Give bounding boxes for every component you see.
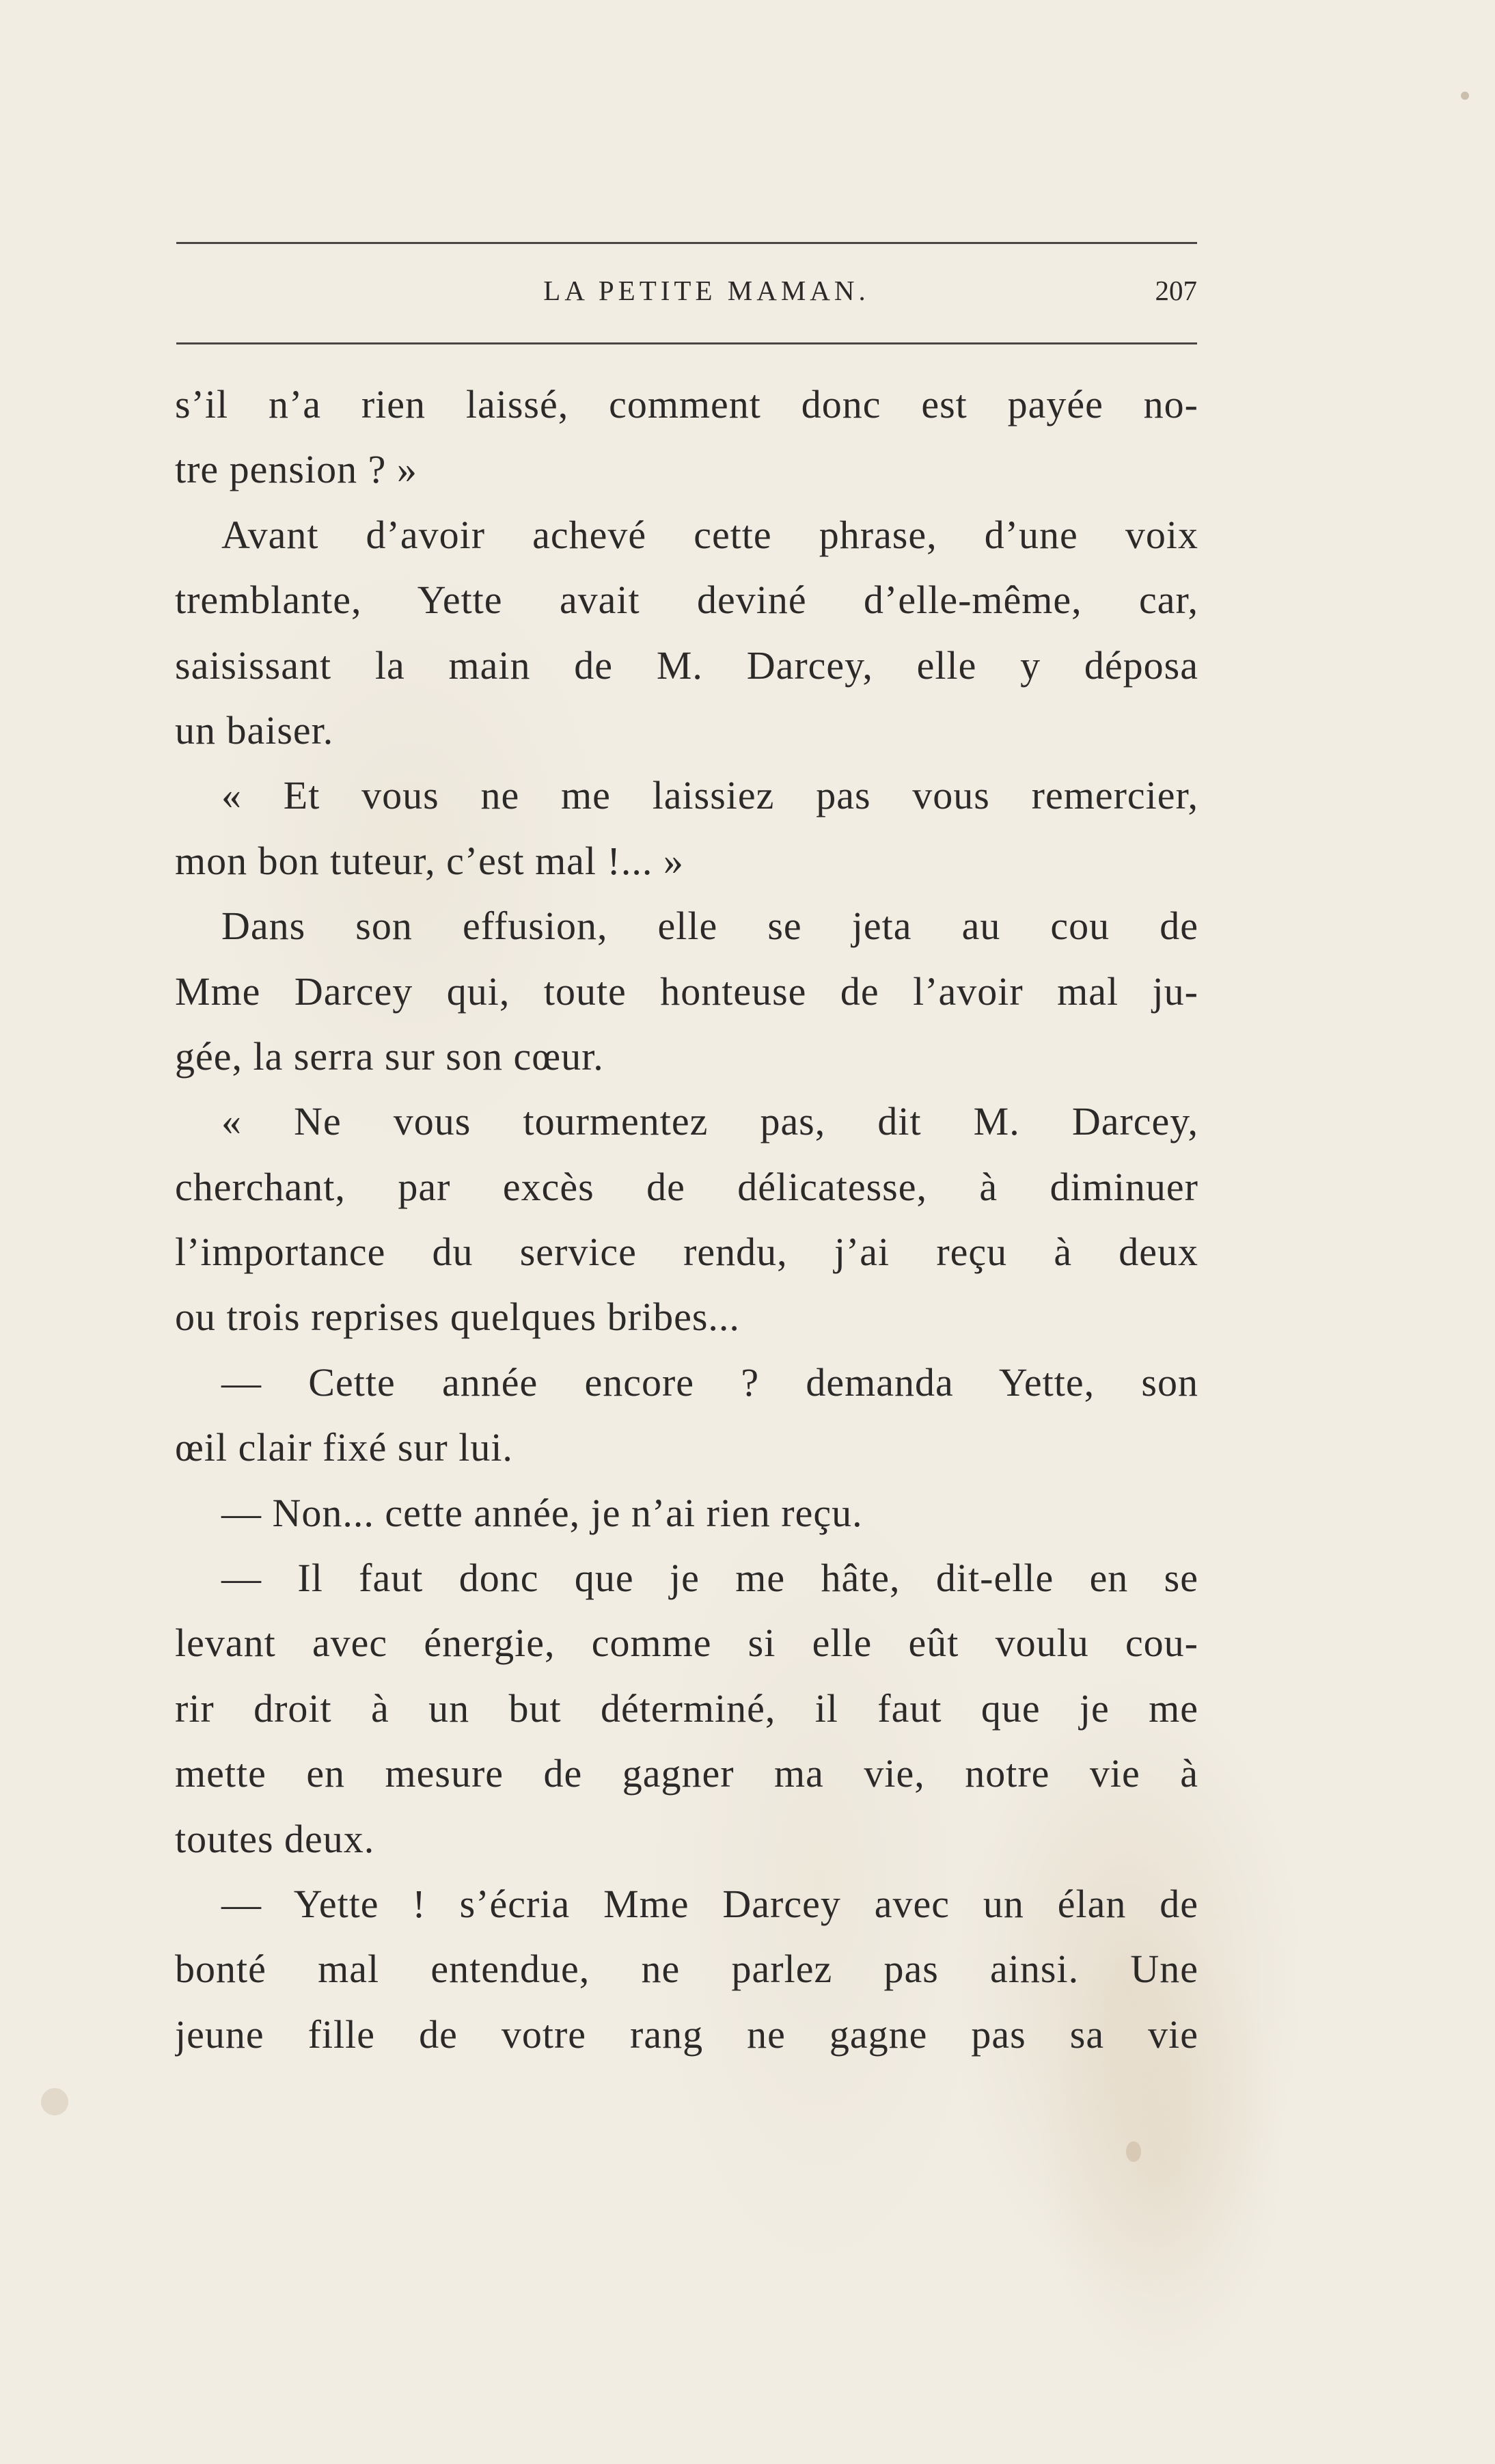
text-line: tre pension ? » — [175, 447, 417, 492]
text-line: œil clair fixé sur lui. — [175, 1425, 513, 1470]
text-line: gée, la serra sur son cœur. — [175, 1033, 604, 1079]
text-line: levant avec énergie, comme si elle eût voulu cou- — [175, 1621, 1198, 1666]
text-line: rir droit à un but déterminé, il faut que je me — [175, 1685, 1198, 1731]
paper-speck — [1461, 92, 1469, 100]
text-line: saisissant la main de M. Darcey, elle y déposa — [175, 642, 1198, 688]
text-line: Dans son effusion, elle se jeta au cou de — [221, 904, 1198, 949]
text-line: l’importance du service rendu, j’ai reçu à deux — [175, 1230, 1198, 1275]
text-line: s’il n’a rien laissé, comment donc est payée no- — [175, 382, 1198, 427]
page-number: 207 — [1155, 275, 1197, 306]
running-header — [176, 270, 1197, 325]
text-line: toutes deux. — [175, 1816, 375, 1861]
text-line: tremblante, Yette avait deviné d’elle-même, car, — [175, 578, 1198, 623]
text-line: mon bon tuteur, c’est mal !... » — [175, 838, 684, 883]
text-line: — Yette ! s’écria Mme Darcey avec un élan de — [221, 1881, 1198, 1926]
paper-speck — [1126, 2141, 1141, 2162]
text-line: ou trois reprises quelques bribes... — [175, 1295, 740, 1340]
header-rule-top — [176, 242, 1197, 244]
body-text — [175, 372, 1198, 2067]
text-line: — Non... cette année, je n’ai rien reçu. — [221, 1490, 863, 1535]
paper-speck — [41, 2088, 68, 2115]
text-line: — Il faut donc que je me hâte, dit-elle en se — [221, 1556, 1198, 1601]
text-line: « Et vous ne me laissiez pas vous remercier, — [221, 773, 1198, 818]
text-line: Avant d’avoir achevé cette phrase, d’une voix — [221, 512, 1198, 557]
text-line: bonté mal entendue, ne parlez pas ainsi. Une — [175, 1947, 1198, 1992]
text-line: mette en mesure de gagner ma vie, notre vie à — [175, 1751, 1198, 1796]
running-title: LA PETITE MAMAN. — [543, 275, 870, 306]
header-rule-bottom — [176, 342, 1197, 344]
text-line: jeune fille de votre rang ne gagne pas sa vie — [175, 2012, 1198, 2057]
text-line: un baiser. — [175, 707, 334, 753]
text-line: « Ne vous tourmentez pas, dit M. Darcey, — [221, 1099, 1198, 1144]
text-line: Mme Darcey qui, toute honteuse de l’avoir mal ju- — [175, 969, 1198, 1014]
text-line: cherchant, par excès de délicatesse, à diminuer — [175, 1164, 1198, 1209]
text-line: — Cette année encore ? demanda Yette, son — [221, 1359, 1198, 1405]
